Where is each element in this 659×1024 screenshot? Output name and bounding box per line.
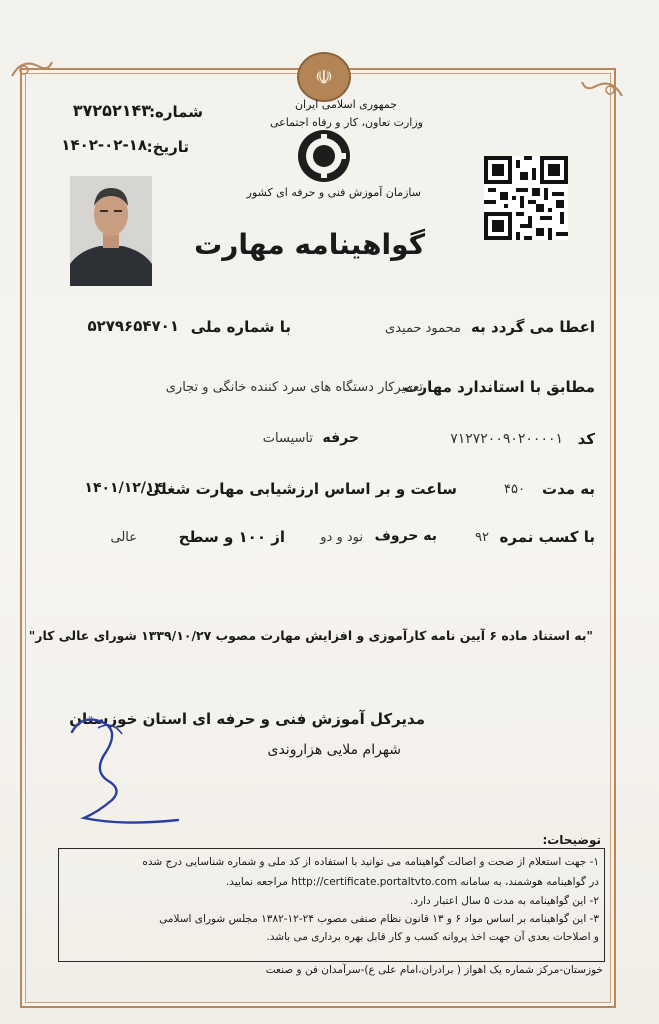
standard-label: مطابق با استاندارد مهارت bbox=[403, 378, 595, 396]
awarded-label: اعطا می گردد به bbox=[471, 318, 595, 336]
national-id-label: با شماره ملی bbox=[190, 318, 291, 336]
notes-heading: توضیحات: bbox=[542, 833, 601, 847]
legal-basis: "به استناد ماده ۶ آیین نامه کارآموزی و افزایش مهارت مصوب ۱۳۳۹/۱۰/۲۷ شورای عالی کار" bbox=[28, 628, 593, 643]
certificate-title: گواهینامه مهارت bbox=[194, 228, 425, 261]
country-name: جمهوری اسلامی ایران bbox=[294, 98, 397, 111]
handwritten-signature bbox=[62, 708, 182, 834]
ministry-name: وزارت تعاون، کار و رفاه اجتماعی bbox=[269, 116, 423, 129]
date-value: ۱۴۰۲-۰۲-۱۸ bbox=[61, 136, 147, 154]
signatory-title: مدیرکل آموزش فنی و حرفه ای استان خوزستان bbox=[69, 710, 425, 728]
level-value: عالی bbox=[110, 530, 137, 545]
note-line-2: در گواهینامه هوشمند، به سامانه http://certificate.portaltvto.com مراجعه نمایید. bbox=[225, 876, 599, 888]
code-label: کد bbox=[577, 430, 595, 448]
standard-value: تعمیرکار دستگاه های سرد کننده خانگی و تجاری bbox=[165, 380, 423, 395]
date-label: تاریخ: bbox=[146, 138, 189, 156]
score-label: با کسب نمره bbox=[499, 528, 595, 546]
code-value: ۷۱۲۷۲۰۰۹۰۲۰۰۰۰۱ bbox=[450, 431, 563, 447]
of-label: از ۱۰۰ و سطح bbox=[178, 528, 285, 546]
exam-date: ۱۴۰۱/۱۲/۱۴ bbox=[84, 480, 163, 496]
letters-label: به حروف bbox=[374, 528, 437, 544]
trade-value: تاسیسات bbox=[262, 431, 313, 446]
qr-code-icon bbox=[484, 156, 568, 240]
iran-emblem-icon: ☫ bbox=[297, 52, 351, 102]
holder-photo bbox=[70, 176, 152, 286]
national-id-value: ۵۲۷۹۶۵۴۷۰۱ bbox=[87, 317, 179, 335]
score-value: ۹۲ bbox=[475, 530, 489, 545]
left-corner-ornament-icon bbox=[8, 56, 54, 82]
note-line-3: ۲- این گواهینامه به مدت ۵ سال اعتبار دارد. bbox=[410, 895, 599, 907]
signatory-name: شهرام ملایی هزاروندی bbox=[267, 742, 401, 758]
duration-label: به مدت bbox=[542, 480, 595, 498]
note-line-5: و اصلاحات بعدی آن جهت اخذ پروانه کسب و کار قابل بهره برداری می باشد. bbox=[266, 931, 599, 943]
number-label: شماره: bbox=[149, 103, 203, 121]
note-line-1: ۱- جهت استعلام از صحت و اصالت گواهینامه می توانید با استفاده از کد ملی و شماره شناسایی درج شده bbox=[142, 856, 599, 868]
note-line-4: ۳- این گواهینامه بر اساس مواد ۶ و ۱۳ قانون نظام صنفی مصوب ۲۴-۱۲-۱۳۸۲ مجلس شورای اسلامی bbox=[159, 913, 599, 925]
letters-value: نود و دو bbox=[320, 530, 363, 545]
awarded-name: محمود حمیدی bbox=[385, 321, 461, 336]
right-corner-ornament-icon bbox=[580, 76, 626, 102]
tvto-logo-icon bbox=[296, 128, 352, 184]
hours-label: ساعت و بر اساس ارزشیابی مهارت شغلی bbox=[145, 480, 457, 498]
organization-name: سازمان آموزش فنی و حرفه ای کشور bbox=[246, 186, 421, 199]
number-value: ۳۷۲۵۲۱۴۳ bbox=[72, 101, 151, 120]
footer-address: خوزستان-مرکز شماره یک اهواز ( برادران،امام علی ع)-سرآمدان فن و صنعت bbox=[265, 964, 603, 976]
duration-value: ۴۵۰ bbox=[504, 482, 525, 497]
trade-label: حرفه bbox=[322, 430, 359, 446]
